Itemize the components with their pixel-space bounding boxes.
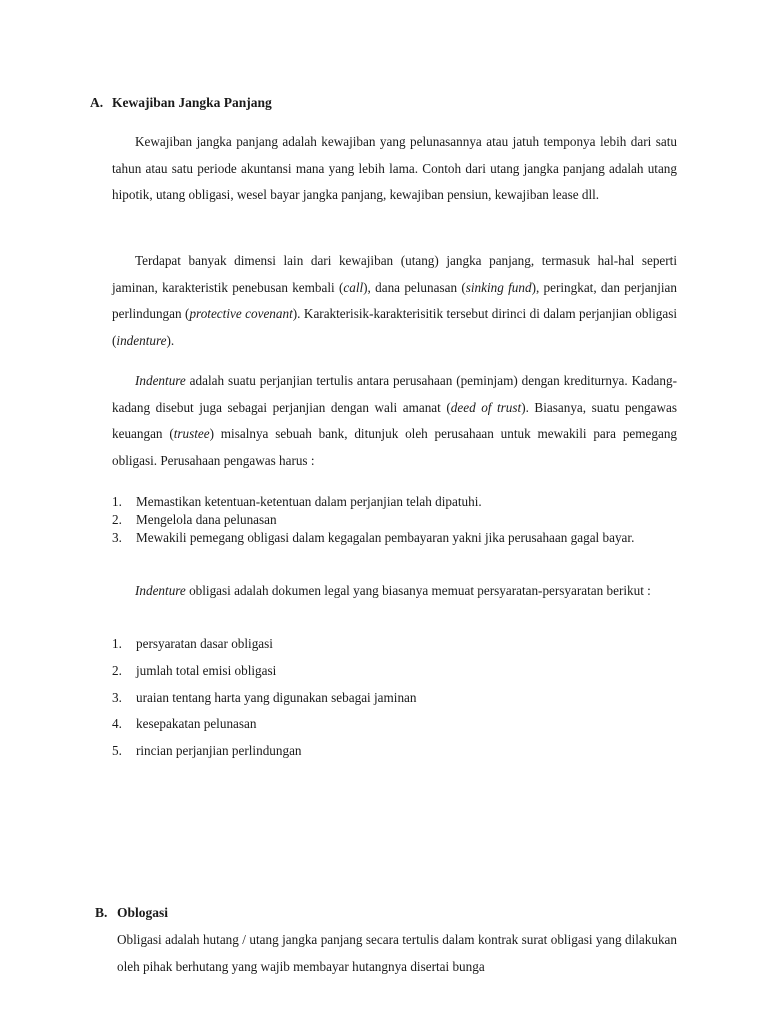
italic-term: sinking fund xyxy=(465,279,532,295)
section-a-title: Kewajiban Jangka Panjang xyxy=(112,95,272,110)
list-text: uraian tentang harta yang digunakan sebagai jaminan xyxy=(136,689,417,705)
list-item xyxy=(112,525,677,552)
list-number: 1. xyxy=(112,494,122,509)
italic-term: protective covenant xyxy=(189,306,293,321)
list-text: jumlah total emisi obligasi xyxy=(136,662,277,678)
list-number: 5. xyxy=(112,743,122,759)
paragraph-indenture-contents xyxy=(112,578,677,605)
list-item xyxy=(112,711,677,738)
text-run: ), peringkat, dan perjanjian perlindungan ( xyxy=(112,279,677,321)
paragraph-obligasi: Obligasi adalah hutang / utang jangka panjang secara tertulis dalam kontrak surat obligasi yang dilakukan oleh pihak berhutang yang wajib membayar hutangnya disertai bunga xyxy=(117,932,677,974)
list-item xyxy=(112,658,677,685)
list-item xyxy=(112,493,677,511)
indenture-requirements-list xyxy=(112,631,677,765)
list-text: Mewakili pemegang obligasi dalam kegagalan pembayaran yakni jika perusahaan gagal bayar. xyxy=(136,530,635,545)
italic-term: Indenture xyxy=(135,373,186,388)
list-text: rincian perjanjian perlindungan xyxy=(136,743,302,759)
italic-term: trustee xyxy=(173,426,210,441)
italic-term: indenture xyxy=(116,332,167,348)
list-text: Mengelola dana pelunasan xyxy=(136,512,277,527)
list-number: 3. xyxy=(112,530,122,545)
list-number: 2. xyxy=(112,512,122,527)
section-b-title: Oblogasi xyxy=(117,905,169,920)
section-a-letter: A. xyxy=(90,95,104,110)
paragraph-dimensions xyxy=(112,248,677,354)
trustee-duties-list xyxy=(112,493,677,552)
list-text: persyaratan dasar obligasi xyxy=(136,636,273,651)
section-b-letter: B. xyxy=(95,905,108,920)
list-number: 2. xyxy=(112,662,122,678)
list-number: 4. xyxy=(112,716,122,732)
text-run: obligasi adalah dokumen legal yang biasanya memuat persyaratan-persyaratan berikut : xyxy=(185,583,651,598)
paragraph-definition: Kewajiban jangka panjang adalah kewajiban yang pelunasannya atau jatuh temponya lebih dari satu tahun atau satu periode akuntansi mana yang lebih lama. Contoh dari utang jangka panjang adalah utang hipotik, utang obligasi, wesel bayar jangka panjang, kewajiban pensiun, kewajiban lease dll. xyxy=(112,134,677,202)
list-item xyxy=(112,738,677,765)
italic-term: call xyxy=(343,279,364,295)
section-a-heading xyxy=(90,95,272,111)
list-text: kesepakatan pelunasan xyxy=(136,716,257,732)
text-run: ), dana pelunasan ( xyxy=(363,279,466,295)
italic-term: Indenture xyxy=(135,583,186,598)
text-run: ). Karakterisik-karakterisitik tersebut dirinci di dalam perjanjian obligasi ( xyxy=(112,306,677,348)
italic-term: deed of trust xyxy=(450,399,522,415)
section-b-heading xyxy=(95,905,168,921)
text-run: Terdapat banyak dimensi lain dari kewajiban (utang) jangka panjang, termasuk hal-hal seperti jaminan, karakteristik penebusan kembali ( xyxy=(112,253,677,295)
text-run: ). Biasanya, suatu pengawas keuangan ( xyxy=(112,399,677,441)
text-run: ). xyxy=(166,332,175,348)
list-item xyxy=(112,631,677,658)
paragraph-indenture xyxy=(112,368,677,474)
text-run: ) misalnya sebuah bank, ditunjuk oleh perusahaan untuk mewakili para pemegang obligasi. Perusahaan pengawas harus : xyxy=(112,426,678,468)
list-text: Memastikan ketentuan-ketentuan dalam perjanjian telah dipatuhi. xyxy=(136,494,482,509)
list-number: 3. xyxy=(112,689,122,705)
text-run: adalah suatu perjanjian tertulis antara perusahaan (peminjam) dengan krediturnya. Kadang-kadang disebut juga sebagai perjanjian dengan wali amanat ( xyxy=(112,373,677,415)
list-item xyxy=(112,685,677,712)
list-number: 1. xyxy=(112,636,122,651)
